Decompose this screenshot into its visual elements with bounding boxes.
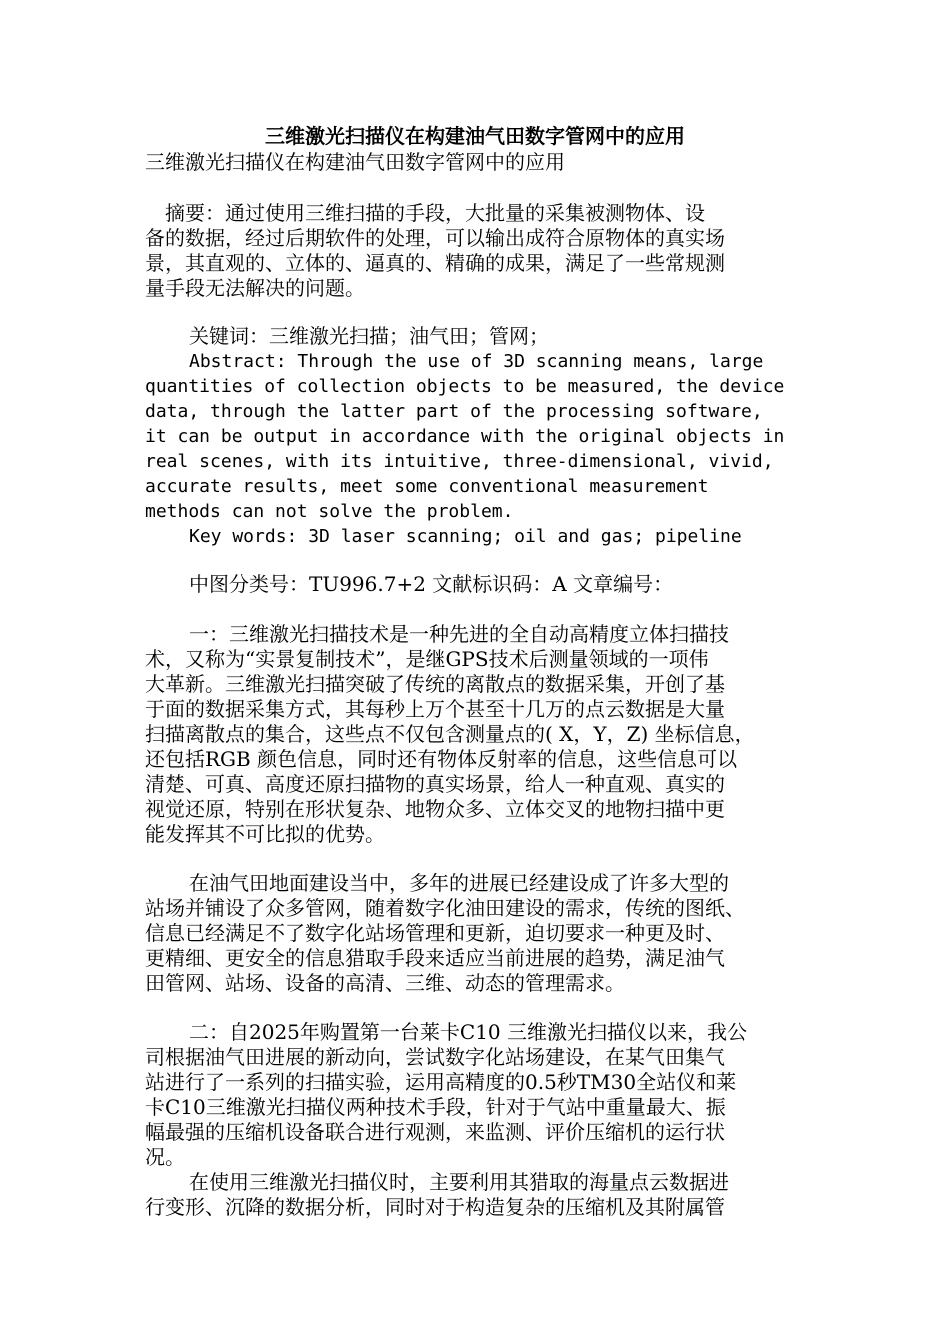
text-line: 卡C10三维激光扫描仪两种技术手段，针对于气站中重量最大、振 [145, 1095, 726, 1119]
text-line: 摘要：通过使用三维扫描的手段，大批量的采集被测物体、设 [165, 201, 705, 225]
text-line: 幅最强的压缩机设备联合进行观测，来监测、评价压缩机的运行状 [145, 1120, 725, 1144]
text-line: 更精细、更安全的信息猎取手段来适应当前进展的趋势，满足油气 [145, 946, 725, 970]
text-line: 能发挥其不可比拟的优势。 [145, 822, 385, 846]
text-line: 大革新。三维激光扫描突破了传统的离散点的数据采集，开创了基 [145, 672, 725, 696]
text-line: data, through the latter part of the processing software, [145, 401, 763, 422]
text-line: 于面的数据采集方式，其每秒上万个甚至十几万的点云数据是大量 [145, 697, 725, 721]
text-line: 站场并铺设了众多管网，随着数字化油田建设的需求，传统的图纸、 [145, 896, 745, 920]
text-line: methods can not solve the problem. [145, 501, 514, 522]
text-line: 司根据油气田进展的新动向，尝试数字化站场建设，在某气田集气 [145, 1045, 725, 1069]
text-line: 田管网、站场、设备的高清、三维、动态的管理需求。 [145, 971, 625, 995]
text-line: accurate results, meet some conventional measurement [145, 476, 709, 497]
text-line: 术，又称为“实景复制技术”，是继GPS技术后测量领域的一项伟 [145, 647, 709, 671]
text-line: 景，其直观的、立体的、逼真的、精确的成果，满足了一些常规测 [145, 251, 725, 275]
classification-line: 中图分类号：TU996.7+2 文献标识码：A 文章编号： [189, 572, 674, 596]
text-line: 一：三维激光扫描技术是一种先进的全自动高精度立体扫描技 [189, 622, 729, 646]
document-subtitle: 三维激光扫描仪在构建油气田数字管网中的应用 [145, 150, 565, 174]
text-line: 信息已经满足不了数字化站场管理和更新，迫切要求一种更及时、 [145, 921, 725, 945]
text-line: Abstract: Through the use of 3D scanning means, large [189, 351, 764, 372]
text-line: 在油气田地面建设当中，多年的进展已经建设成了许多大型的 [189, 871, 729, 895]
text-line: 况。 [145, 1145, 185, 1169]
text-line: 量手段无法解决的问题。 [145, 276, 365, 300]
text-line: 还包括RGB 颜色信息，同时还有物体反射率的信息，这些信息可以 [145, 747, 738, 771]
text-line: real scenes, with its intuitive, three-dimensional, vivid, [145, 451, 774, 472]
text-line: 站进行了一系列的扫描实验，运用高精度的0.5秒TM30全站仪和莱 [145, 1070, 737, 1094]
text-line: 清楚、可真、高度还原扫描物的真实场景，给人一种直观、真实的 [145, 772, 725, 796]
keywords-en: Key words: 3D laser scanning; oil and gas; pipeline [189, 526, 742, 547]
document-title: 三维激光扫描仪在构建油气田数字管网中的应用 [265, 124, 685, 148]
text-line: 备的数据，经过后期软件的处理，可以输出成符合原物体的真实场 [145, 226, 725, 250]
text-line: 扫描离散点的集合，这些点不仅包含测量点的( X，Y，Z) 坐标信息， [145, 722, 755, 746]
text-line: 行变形、沉降的数据分析，同时对于构造复杂的压缩机及其附属管 [145, 1195, 725, 1219]
text-line: 视觉还原，特别在形状复杂、地物众多、立体交叉的地物扫描中更 [145, 797, 725, 821]
keywords-cn: 关键词：三维激光扫描；油气田；管网； [189, 324, 549, 348]
text-line: quantities of collection objects to be measured, the device [145, 376, 785, 397]
text-line: 在使用三维激光扫描仪时，主要利用其猎取的海量点云数据进 [189, 1170, 729, 1194]
text-line: it can be output in accordance with the original objects in [145, 426, 785, 447]
text-line: 二：自2025年购置第一台莱卡C10 三维激光扫描仪以来，我公 [189, 1020, 748, 1044]
